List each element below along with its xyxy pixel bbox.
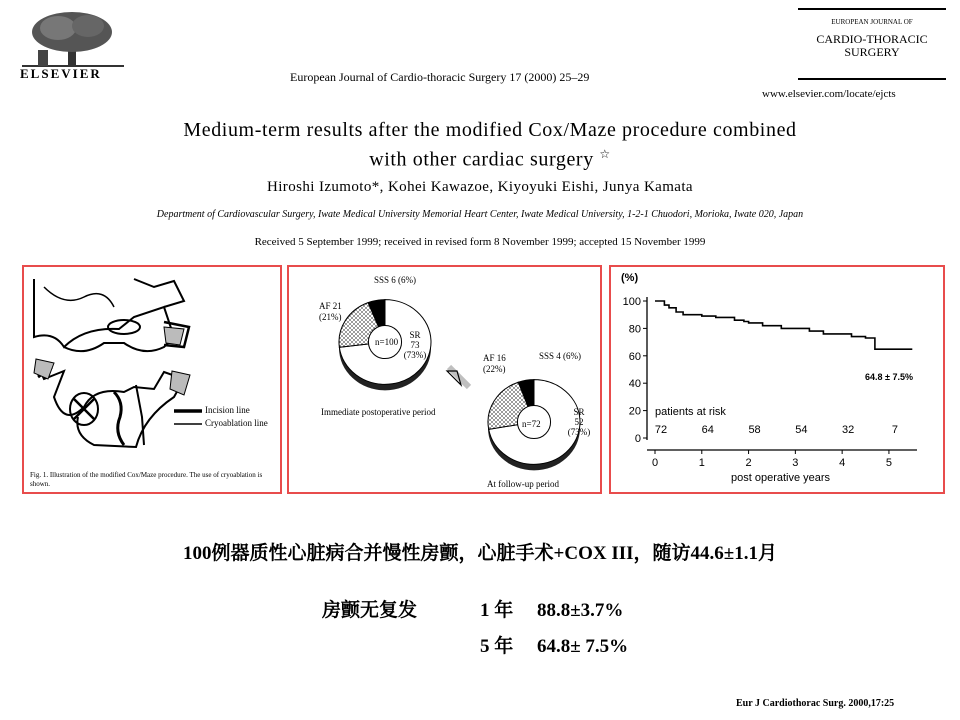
risk-count: 32 — [842, 424, 855, 436]
journal-citation: European Journal of Cardio-thoracic Surgery 17 (2000) 25–29 — [290, 70, 590, 84]
summary-row-5yr: 5 年 64.8± 7.5% — [480, 636, 629, 657]
y-tick-label: 100 — [622, 296, 641, 308]
pie1-sr-label-3: (73%) — [403, 350, 427, 360]
figure3-panel — [609, 265, 945, 494]
risk-count: 54 — [795, 424, 808, 436]
article-title-line2 — [20, 142, 960, 172]
pie1-sr-label — [400, 330, 430, 360]
risk-label: patients at risk — [655, 406, 726, 418]
x-tick-label: 4 — [839, 457, 846, 469]
x-tick-label: 3 — [792, 457, 799, 469]
pie2-sss-label: SSS 4 (6%) — [539, 351, 582, 361]
summary-row-1yr: 1 年 88.8±3.7% — [480, 600, 624, 621]
y-tick-label: 80 — [628, 323, 641, 336]
risk-count: 58 — [748, 424, 761, 436]
pie2-sr-label-2: 52 — [574, 417, 584, 427]
article-title — [20, 118, 960, 172]
pie1-af-label-1: AF 21 — [319, 301, 342, 311]
journal-url: www.elsevier.com/locate/ejcts — [762, 88, 896, 100]
pie2-sr-label — [564, 407, 594, 437]
journal-box-line2: CARDIO-THORACIC — [816, 32, 928, 46]
y-tick-label: 20 — [628, 405, 641, 418]
pie2-n-label: n=72 — [522, 419, 541, 429]
pie1-n-label: n=100 — [375, 337, 399, 347]
chart-ticks — [623, 296, 892, 469]
pie2-af-label-1: AF 16 — [483, 353, 506, 363]
pie1-sr-label-1: SR — [409, 330, 421, 340]
risk-count: 7 — [891, 424, 898, 436]
pie1-sr-label-2: 73 — [410, 340, 420, 350]
risk-count: 72 — [654, 424, 668, 436]
journal-box-line1: EUROPEAN JOURNAL OF — [831, 18, 913, 26]
x-tick-label: 0 — [651, 457, 659, 469]
summary-main: 100例器质性心脏病合并慢性房颤，心脏手术+COX III，随访44.6±1.1月 — [183, 543, 777, 564]
x-tick-label: 2 — [745, 457, 752, 469]
legend-incision-label: Incision line — [205, 405, 250, 415]
pie2-sr-label-3: (73%) — [567, 427, 591, 437]
article-title-line1: Medium-term results after the modified Cox/Maze procedure combined — [183, 119, 797, 141]
chart-ylabel: (%) — [621, 272, 639, 284]
pie1-caption: Immediate postoperative period — [321, 407, 436, 417]
article-authors: Hiroshi Izumoto*, Kohei Kawazoe, Kiyoyuki Eishi, Junya Kamata — [267, 179, 693, 195]
figure1-panel — [22, 265, 282, 494]
survival-curve — [655, 301, 912, 349]
y-tick-label: 0 — [634, 433, 641, 445]
footnote-star-icon: ☆ — [599, 147, 611, 161]
pie2-af-label-2: (22%) — [483, 364, 506, 374]
x-tick-label: 5 — [885, 457, 892, 469]
figure2-panel — [287, 265, 602, 494]
risk-count: 64 — [701, 424, 714, 436]
article-title-line2-text: with other cardiac surgery — [369, 148, 594, 171]
journal-box-top-rule — [798, 8, 946, 10]
chart-xlabel: post operative years — [731, 472, 831, 484]
y-tick-label: 40 — [628, 378, 641, 391]
article-affiliation: Department of Cardiovascular Surgery, Iwate Medical University Memorial Heart Center, Iwate Medical University, 1-2-1 Chuodori, Morioka, Iwate 020, Japan — [156, 209, 804, 220]
chart-annotation: 64.8 ± 7.5% — [865, 372, 913, 382]
legend-cryo-label: Cryoablation line — [205, 418, 268, 428]
journal-box-name — [798, 33, 946, 59]
figure1-caption: Fig. 1. Illustration of the modified Cox/Maze procedure. The use of cryoablation is shown. — [30, 471, 263, 488]
pie1-af-label-2: (21%) — [319, 312, 342, 322]
article-received-dates: Received 5 September 1999; received in revised form 8 November 1999; accepted 15 November 1999 — [254, 236, 706, 248]
citation: Eur J Cardiothorac Surg. 2000,17:25 — [736, 698, 895, 709]
publisher-name: ELSEVIER — [20, 66, 102, 81]
y-tick-label: 60 — [628, 350, 641, 363]
x-tick-label: 1 — [698, 457, 705, 469]
pie1-sss-label: SSS 6 (6%) — [374, 275, 417, 285]
journal-box-line3: SURGERY — [844, 45, 900, 59]
summary-label: 房颤无复发 — [322, 600, 418, 621]
maze-procedure-illustration — [24, 267, 280, 492]
journal-box-bottom-rule — [798, 78, 946, 80]
pie2-caption: At follow-up period — [487, 479, 559, 489]
pie2-sr-label-1: SR — [573, 407, 585, 417]
